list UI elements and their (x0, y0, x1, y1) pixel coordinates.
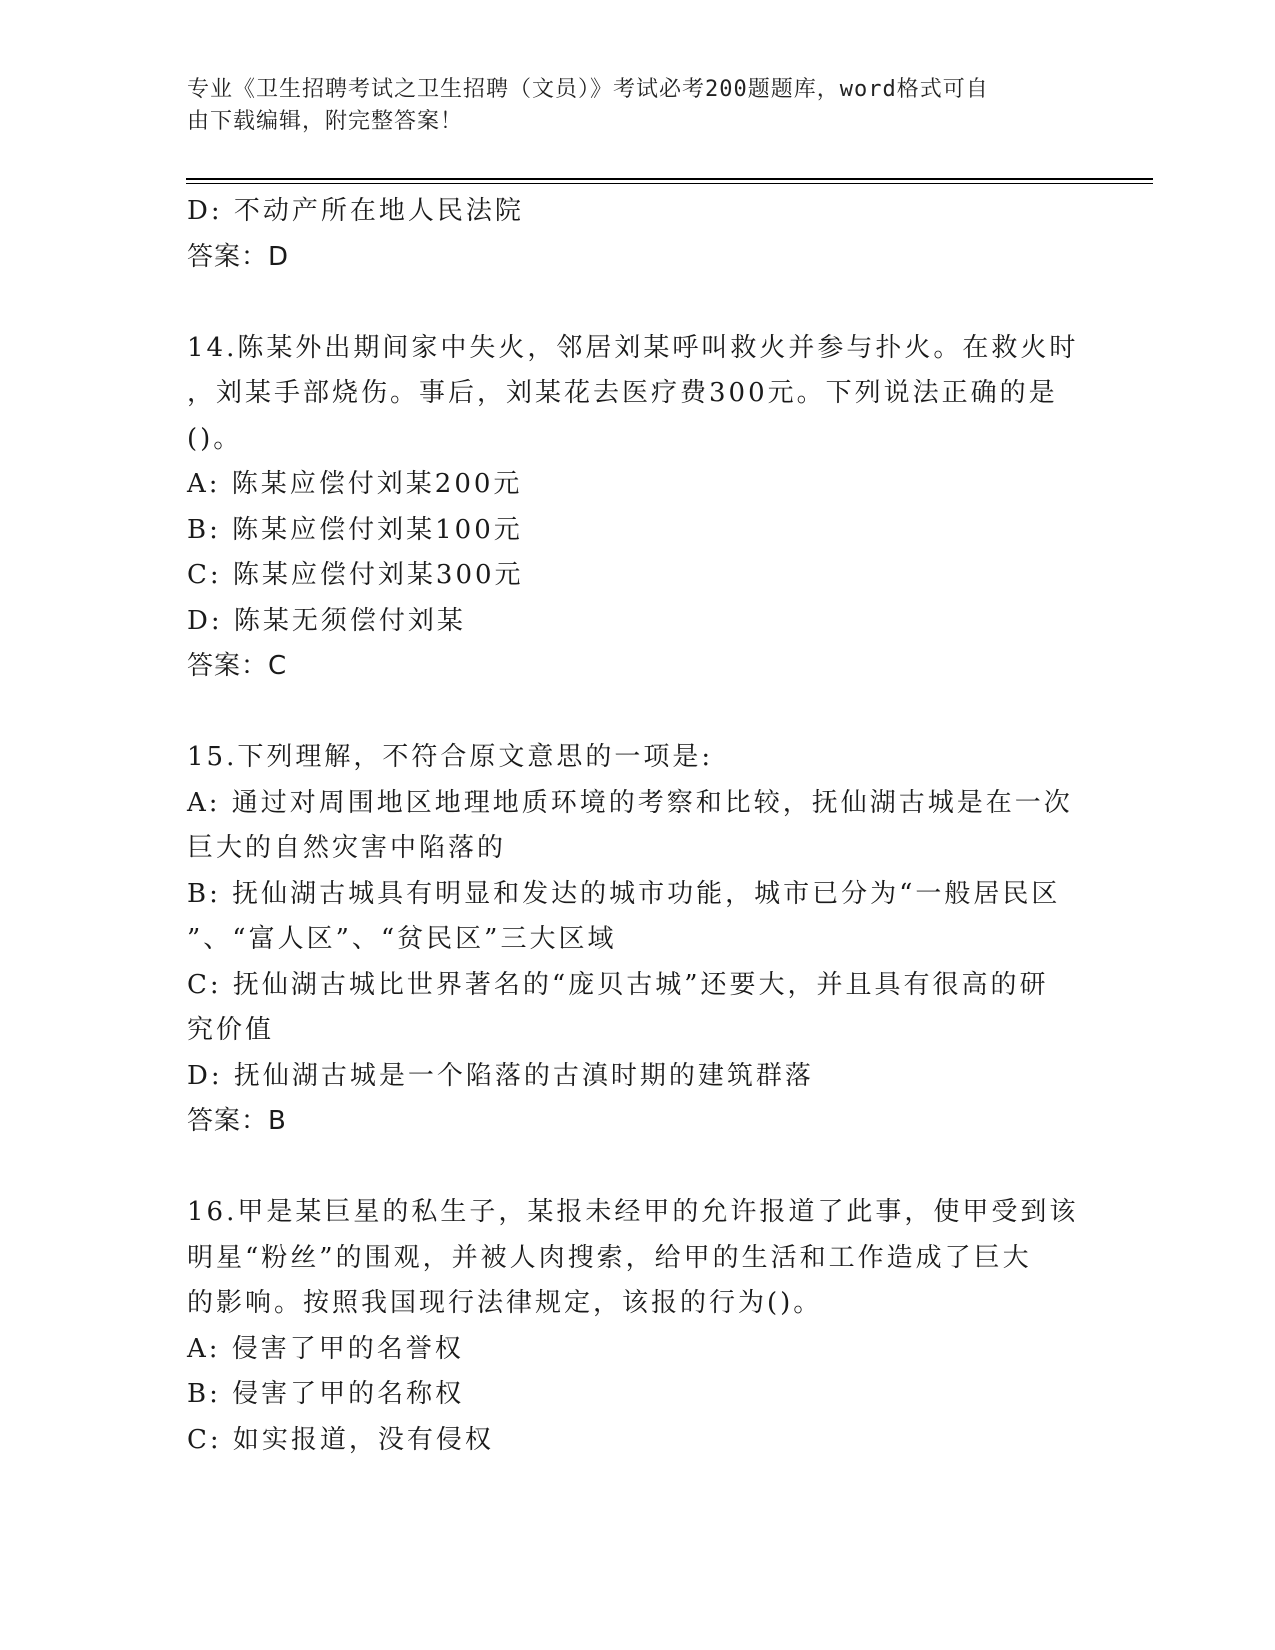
question-16 (187, 1190, 1079, 1463)
question-15 (187, 735, 1073, 1145)
header-divider-thin (186, 183, 1153, 184)
option-a-continued: 巨大的自然灾害中陷落的 (187, 833, 507, 863)
question-text-line: 的影响。按照我国现行法律规定，该报的行为()。 (187, 1288, 823, 1318)
question-text-line: 14.陈某外出期间家中失火，邻居刘某呼叫救火并参与扑火。在救火时 (187, 332, 1079, 363)
option-b: B: 抚仙湖古城具有明显和发达的城市功能，城市已分为“一般居民区 (187, 878, 1061, 909)
option-a: A: 侵害了甲的名誉权 (187, 1333, 464, 1364)
spacer (187, 280, 1067, 326)
option-b-continued: ”、“富人区”、“贫民区”三大区域 (187, 924, 617, 954)
option-d: D: 不动产所在地人民法院 (187, 196, 524, 226)
document-body (187, 189, 1079, 1463)
answer: 答案：B (187, 1106, 287, 1136)
option-c: C: 陈某应偿付刘某300元 (187, 560, 524, 590)
spacer (187, 690, 1067, 736)
question-text-line: ()。 (187, 423, 243, 454)
question-text-line: 16.甲是某巨星的私生子，某报未经甲的允许报道了此事，使甲受到该 (187, 1197, 1079, 1227)
option-c-continued: 究价值 (187, 1015, 275, 1045)
spacer (187, 1145, 1067, 1191)
header-divider-thick (186, 178, 1153, 180)
option-c: C: 抚仙湖古城比世界著名的“庞贝古城”还要大，并且具有很高的研 (187, 969, 1049, 1000)
question-14 (187, 326, 1079, 690)
question-text-line: 15.下列理解，不符合原文意思的一项是: (187, 742, 714, 772)
question-text-line: ，刘某手部烧伤。事后，刘某花去医疗费300元。下列说法正确的是 (187, 378, 1058, 408)
header-line-2: 由下载编辑，附完整答案！ (187, 109, 464, 134)
question-13-tail (187, 189, 1067, 280)
option-a: A: 陈某应偿付刘某200元 (187, 469, 523, 499)
question-text-line: 明星“粉丝”的围观，并被人肉搜索，给甲的生活和工作造成了巨大 (187, 1242, 1032, 1273)
header-line-1: 专业《卫生招聘考试之卫生招聘（文员）》考试必考200题题库，word格式可自 (187, 77, 989, 102)
document-header (187, 74, 1067, 138)
option-b: B: 侵害了甲的名称权 (187, 1379, 465, 1409)
option-b: B: 陈某应偿付刘某100元 (187, 514, 523, 545)
option-d: D: 抚仙湖古城是一个陷落的古滇时期的建筑群落 (187, 1060, 814, 1091)
answer: 答案：D (187, 241, 290, 272)
answer: 答案：C (187, 651, 288, 681)
option-d: D: 陈某无须偿付刘某 (187, 605, 466, 636)
option-a: A: 通过对周围地区地理地质环境的考察和比较，抚仙湖古城是在一次 (187, 787, 1073, 818)
option-c: C: 如实报道，没有侵权 (187, 1424, 494, 1455)
